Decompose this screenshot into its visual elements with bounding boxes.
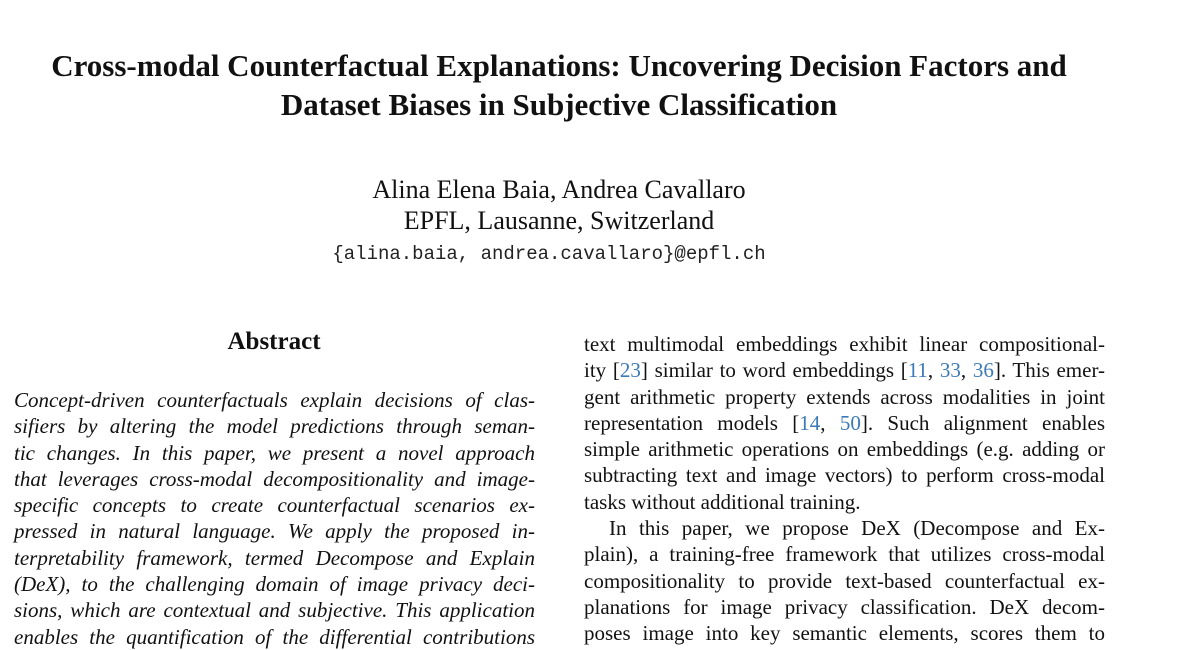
text-fragment: , xyxy=(820,410,840,435)
paper-title-line-2: Dataset Biases in Subjective Classification xyxy=(280,87,838,122)
author-affiliation: EPFL, Lausanne, Switzerland xyxy=(403,206,715,235)
text-fragment: ] similar to word embeddings [ xyxy=(640,358,908,383)
text-fragment: , xyxy=(960,358,973,383)
abstract-line: tic changes. In this paper, we present a novel approach xyxy=(14,440,535,465)
paper-title xyxy=(0,46,1118,124)
body-line: In this paper, we propose DeX (Decompose and Ex- xyxy=(609,516,1105,541)
abstract-line: specific concepts to create counterfactual scenarios ex- xyxy=(14,493,535,518)
body-line: compositionality to provide text-based counterfactual ex- xyxy=(584,568,1105,593)
abstract-heading: Abstract xyxy=(227,328,321,355)
body-line: text multimodal embeddings exhibit linear compositional- xyxy=(584,332,1105,356)
citation-link[interactable]: 33 xyxy=(939,358,961,383)
abstract-line: enables the quantification of the differential contributions xyxy=(14,624,535,649)
paper-title-line-1: Cross-modal Counterfactual Explanations: Uncovering Decision Factors and xyxy=(51,48,1067,83)
abstract-line: (DeX), to the challenging domain of image privacy deci- xyxy=(14,572,535,597)
abstract-line: pressed in natural language. We apply the proposed in- xyxy=(14,519,535,544)
citation-link[interactable]: 36 xyxy=(972,358,994,383)
abstract-body xyxy=(14,387,535,650)
body-line: gent arithmetic property extends across modalities in joint xyxy=(584,384,1105,409)
body-line: simple arithmetic operations on embeddings (e.g. adding or xyxy=(584,437,1105,462)
body-line xyxy=(584,410,1105,436)
author-block xyxy=(0,174,1118,236)
abstract-line: sifiers by altering the model predictions through seman- xyxy=(14,414,535,439)
text-fragment: ]. This emer- xyxy=(993,358,1106,383)
body-line: plain), a training-free framework that utilizes cross-modal xyxy=(584,542,1105,567)
body-line: tasks without additional training. xyxy=(584,489,861,514)
body-line: planations for image privacy classification. DeX decom- xyxy=(584,594,1105,619)
abstract-line: terpretability framework, termed Decompose and Explain xyxy=(14,545,535,570)
text-fragment: representation models [ xyxy=(584,410,800,435)
citation-link[interactable]: 11 xyxy=(907,358,928,383)
text-fragment: , xyxy=(927,358,940,383)
citation-link[interactable]: 14 xyxy=(799,410,821,435)
citation-link[interactable]: 50 xyxy=(839,410,861,435)
intro-body xyxy=(584,331,1105,647)
abstract-line: sions, which are contextual and subjective. This application xyxy=(14,598,535,623)
author-names: Alina Elena Baia, Andrea Cavallaro xyxy=(372,175,746,204)
author-email: {alina.baia, andrea.cavallaro}@epfl.ch xyxy=(332,243,766,265)
citation-link[interactable]: 23 xyxy=(619,358,641,383)
body-line xyxy=(584,357,1105,383)
text-fragment: ity [ xyxy=(584,358,620,383)
body-line: poses image into key semantic elements, scores them to xyxy=(584,621,1105,646)
abstract-line: Concept-driven counterfactuals explain decisions of clas- xyxy=(14,388,535,412)
text-fragment: ]. Such alignment enables xyxy=(860,410,1105,435)
body-line: subtracting text and image vectors) to perform cross-modal xyxy=(584,463,1105,488)
abstract-line: that leverages cross-modal decompositionality and image- xyxy=(14,466,535,491)
